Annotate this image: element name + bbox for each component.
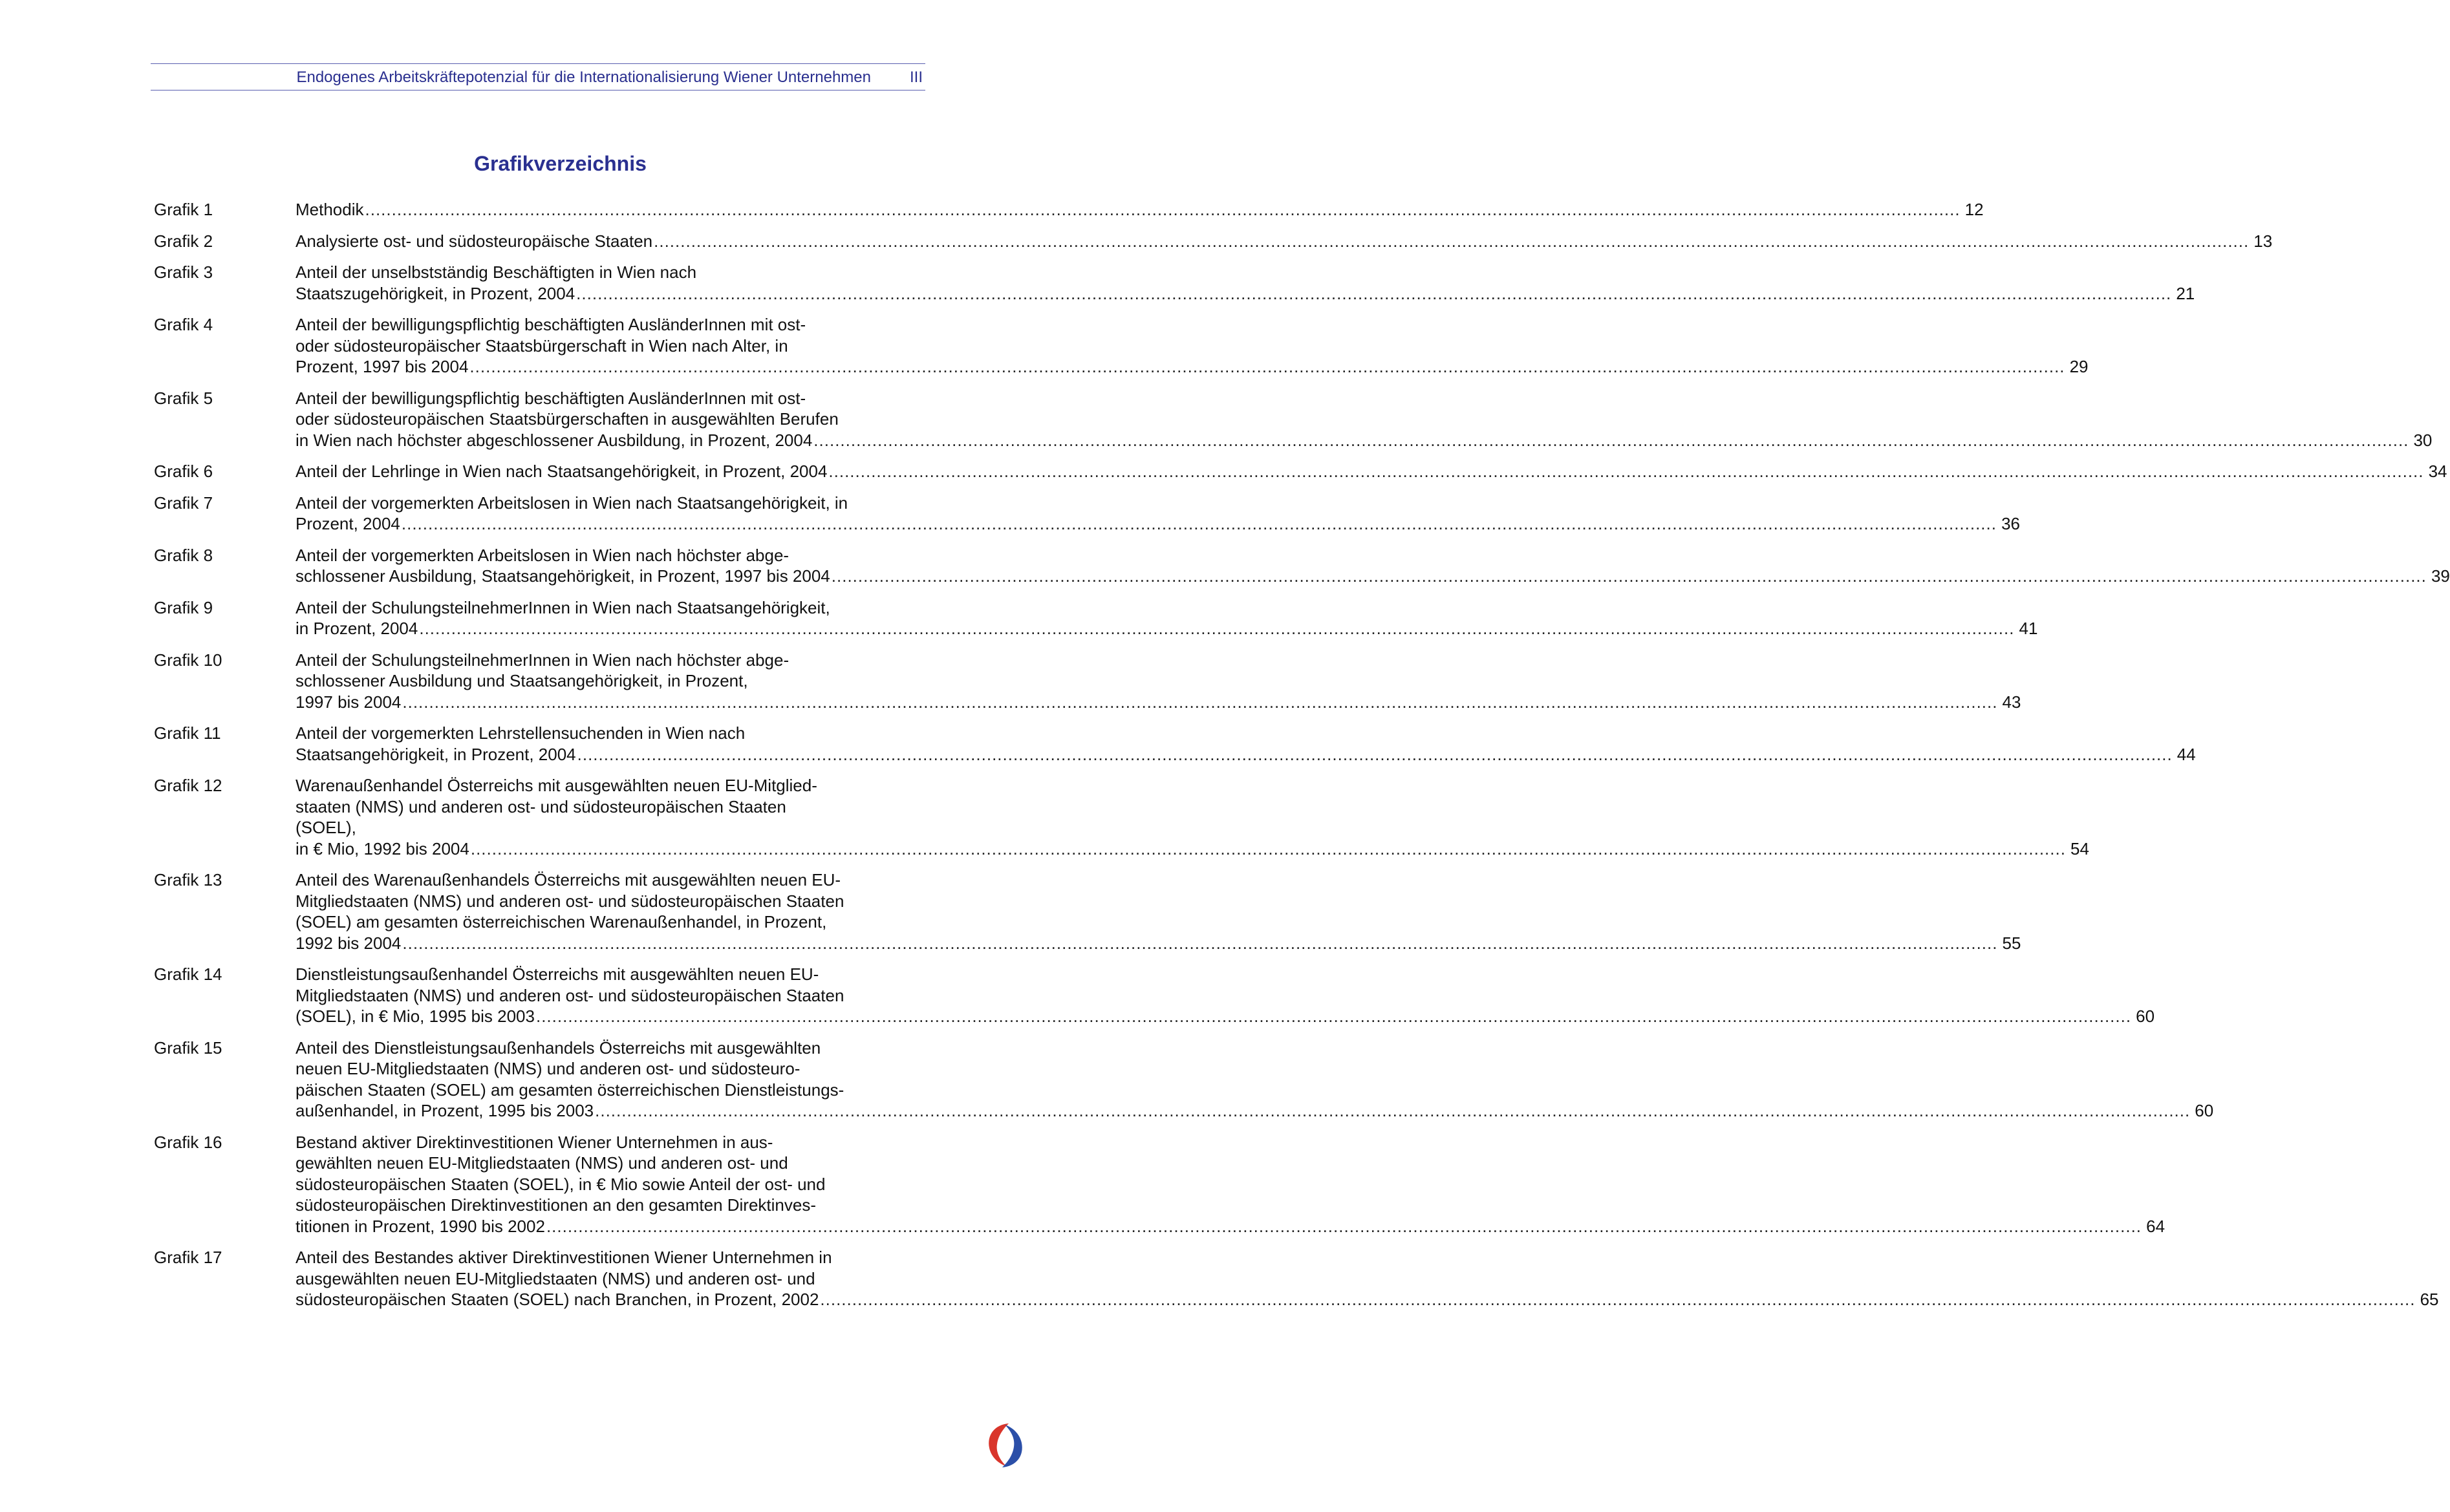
toc-entry-title-line: neuen EU-Mitgliedstaaten (NMS) und anderen ost- und südosteuro- [296,1059,801,1078]
toc-entry-title-line: schlossener Ausbildung und Staatsangehörigkeit, in Prozent, [296,671,748,690]
toc-entry-label: Grafik 13 [154,870,222,889]
toc-entry-title [296,1132,2165,1237]
dot-leader: ............................................................................................................................................................................................................................................................................................................ [546,1216,2142,1236]
dot-leader: ............................................................................................................................................................................................................................................................................................................ [820,1290,2416,1309]
toc-entry-last-line [296,933,2021,954]
toc-entry-title-line: Anteil der vorgemerkten Lehrstellensuchenden in Wien nach [296,723,746,743]
dot-leader: ............................................................................................................................................................................................................................................................................................................ [577,744,2173,764]
toc-entry-label: Grafik 9 [154,597,213,617]
dot-leader: ............................................................................................................................................................................................................................................................................................................ [813,430,2409,450]
header-title: Endogenes Arbeitskräftepotenzial für die Internationalisierung Wiener Unternehmen [296,69,871,86]
toc-entry-title-line: Anteil der bewilligungspflichtig beschäftigten AusländerInnen mit ost- [296,315,806,334]
toc-entry-title [296,388,2433,451]
toc-entry-title [296,231,2273,252]
toc-entry-last-line [296,1289,2439,1310]
toc-entry-page-number[interactable]: 21 [2176,283,2195,303]
toc-entry-last-line [296,1100,2214,1122]
toc-entry-label: Grafik 7 [154,493,213,513]
toc-entry-label: Grafik 10 [154,650,222,670]
toc-entry-page-number[interactable]: 13 [2253,231,2273,251]
toc-entry-title-line: Methodik [296,200,364,219]
toc-entry-title-line: in Prozent, 2004 [296,619,418,638]
toc-entry-title-line: Anteil der SchulungsteilnehmerInnen in Wien nach Staatsangehörigkeit, [296,597,830,617]
dot-leader: ............................................................................................................................................................................................................................................................................................................ [402,933,1998,953]
toc-entry-title-line: oder südosteuropäischer Staatsbürgerschaft in Wien nach Alter, in [296,335,788,356]
dot-leader: ............................................................................................................................................................................................................................................................................................................ [419,619,2015,638]
toc-entry-page-number[interactable]: 41 [2019,619,2038,638]
toc-entry-last-line [296,356,2089,378]
toc-entry-label: Grafik 15 [154,1038,222,1058]
toc-entry-label: Grafik 12 [154,776,222,795]
toc-entry-title-line: Dienstleistungsaußenhandel Österreichs mit ausgewählten neuen EU- [296,964,819,984]
toc-entry-title-line: Anteil der Lehrlinge in Wien nach Staatsangehörigkeit, in Prozent, 2004 [296,462,828,481]
toc-entry-page-number[interactable]: 55 [2002,933,2021,953]
toc-entry[interactable] [154,597,2038,639]
dot-leader: ............................................................................................................................................................................................................................................................................................................ [402,692,1998,712]
toc-entry-label: Grafik 1 [154,200,213,219]
toc-entry[interactable] [154,388,2433,451]
toc-entry-title [296,493,2020,535]
toc-entry-page-number[interactable]: 30 [2413,430,2433,450]
toc-entry-title [296,199,1984,220]
toc-entry[interactable] [154,461,2447,482]
toc-entry-page-number[interactable]: 65 [2420,1290,2439,1309]
toc-entry-title-line: Mitgliedstaaten (NMS) und anderen ost- und südosteuropäischen Staaten [296,891,844,911]
toc-entry[interactable] [154,1247,2439,1310]
toc-entry-title-line: Anteil des Bestandes aktiver Direktinvestitionen Wiener Unternehmen in [296,1248,832,1267]
dot-leader: ............................................................................................................................................................................................................................................................................................................ [401,514,1997,533]
toc-entry-title-line: Anteil der unselbstständig Beschäftigten in Wien nach [296,262,697,282]
toc-entry-last-line [296,1216,2165,1237]
toc-entry-title-line: Mitgliedstaaten (NMS) und anderen ost- und südosteuropäischen Staaten [296,985,844,1005]
toc-entry[interactable] [154,1132,2165,1237]
toc-entry-title-line: Analysierte ost- und südosteuropäische Staaten [296,231,653,251]
dot-leader: ............................................................................................................................................................................................................................................................................................................ [831,566,2427,586]
toc-entry-page-number[interactable]: 12 [1964,200,1984,219]
dot-leader: ............................................................................................................................................................................................................................................................................................................ [576,283,2172,303]
toc-entry-title-line: titionen in Prozent, 1990 bis 2002 [296,1216,545,1236]
toc-entry-label: Grafik 5 [154,388,213,408]
toc-entry-title-line: in € Mio, 1992 bis 2004 [296,838,469,858]
toc-entry-title-line: Prozent, 1997 bis 2004 [296,357,469,376]
toc-entry-last-line [296,283,2195,304]
toc-entry-last-line [296,838,2089,860]
toc-entry-label: Grafik 2 [154,231,213,251]
toc-entry-title-line: Staatszugehörigkeit, in Prozent, 2004 [296,283,575,303]
toc-entry-last-line [296,1006,2155,1027]
toc-entry-title [296,869,2021,953]
toc-entry-label: Grafik 14 [154,964,222,984]
toc-entry[interactable] [154,650,2021,713]
toc-entry[interactable] [154,199,1984,220]
toc-entry-last-line [296,461,2447,482]
toc-entry-label: Grafik 6 [154,462,213,481]
toc-entry-last-line [296,199,1984,220]
dot-leader: ............................................................................................................................................................................................................................................................................................................ [470,838,2066,858]
toc-entry-page-number[interactable]: 39 [2431,566,2450,586]
toc-entry-title-line: Anteil des Dienstleistungsaußenhandels Österreichs mit ausgewählten [296,1038,821,1058]
toc-entry[interactable] [154,231,2273,252]
toc-entry-page-number[interactable]: 43 [2002,692,2021,712]
page-title: Grafikverzeichnis [474,152,647,175]
toc-entry[interactable] [154,493,2020,535]
toc-entry-page-number[interactable]: 36 [2001,514,2020,533]
toc-entry-title [296,775,2089,859]
toc-entry-title-line: Anteil des Warenaußenhandels Österreichs mit ausgewählten neuen EU- [296,870,841,889]
toc-entry-page-number[interactable]: 64 [2146,1216,2165,1236]
toc-entry-label: Grafik 3 [154,262,213,282]
toc-entry-title [296,964,2155,1027]
toc-entry-page-number[interactable]: 34 [2428,462,2447,481]
toc-entry-last-line [296,430,2433,451]
toc-entry-title-line: in Wien nach höchster abgeschlossener Ausbildung, in Prozent, 2004 [296,430,813,450]
toc-entry-last-line [296,692,2021,713]
toc-entry-title-line: südosteuropäischen Direktinvestitionen an den gesamten Direktinves- [296,1195,816,1215]
toc-entry-title-line: 1997 bis 2004 [296,692,402,712]
toc-entry[interactable] [154,314,2089,378]
toc-entry-label: Grafik 11 [154,723,221,743]
toc-entry-title-line: Anteil der vorgemerkten Arbeitslosen in Wien nach Staatsangehörigkeit, in [296,493,848,513]
toc-entry-title [296,723,2196,765]
toc-entry-page-number[interactable]: 60 [2136,1006,2155,1026]
toc-entry-title-line: Bestand aktiver Direktinvestitionen Wiener Unternehmen in aus- [296,1132,773,1152]
toc-entry-last-line [296,744,2196,765]
dot-leader: ............................................................................................................................................................................................................................................................................................................ [595,1101,2191,1120]
toc-entry-last-line [296,231,2273,252]
toc-entry-last-line [296,566,2450,587]
dot-leader: ............................................................................................................................................................................................................................................................................................................ [365,200,1961,219]
toc-entry[interactable] [154,775,2089,859]
toc-entry-title [296,650,2021,713]
organization-logo-icon [983,1420,1028,1471]
dot-leader: ............................................................................................................................................................................................................................................................................................................ [828,462,2424,481]
toc-entry-page-number[interactable]: 29 [2069,357,2089,376]
toc-entry-title-line: Staatsangehörigkeit, in Prozent, 2004 [296,744,576,764]
toc-entry-title-line: schlossener Ausbildung, Staatsangehörigkeit, in Prozent, 1997 bis 2004 [296,566,830,586]
toc-entry-last-line [296,513,2020,535]
toc-entry-title [296,1038,2214,1122]
toc-entry-title-line: Anteil der bewilligungspflichtig beschäftigten AusländerInnen mit ost- [296,388,806,408]
toc-entry-title-line: 1992 bis 2004 [296,933,402,953]
toc-entry-page-number[interactable]: 44 [2176,744,2196,764]
toc-entry[interactable] [154,723,2196,765]
toc-entry-title-line: außenhandel, in Prozent, 1995 bis 2003 [296,1101,594,1120]
toc-entry-last-line [296,618,2038,639]
toc-entry[interactable] [154,545,2450,587]
running-header [151,63,925,91]
toc-entry-title [296,461,2447,482]
toc-entry-title [296,314,2089,378]
toc-entry-title-line: Anteil der vorgemerkten Arbeitslosen in Wien nach höchster abge- [296,545,790,565]
toc-entry-title-line: (SOEL) am gesamten österreichischen Warenaußenhandel, in Prozent, [296,912,827,932]
toc-entry-title-line: südosteuropäischen Staaten (SOEL) nach Branchen, in Prozent, 2002 [296,1290,819,1309]
dot-leader: ............................................................................................................................................................................................................................................................................................................ [535,1006,2132,1026]
toc-entry-page-number[interactable]: 54 [2070,838,2089,858]
toc-entry-label: Grafik 8 [154,545,213,565]
toc-entry[interactable] [154,1038,2214,1122]
toc-entry-page-number[interactable]: 60 [2195,1101,2214,1120]
toc-entry-title-line: (SOEL), in € Mio, 1995 bis 2003 [296,1006,535,1026]
toc-entry-title [296,1247,2439,1310]
toc-entry[interactable] [154,869,2021,953]
figure-list [154,199,2450,1321]
toc-entry-title-line: gewählten neuen EU-Mitgliedstaaten (NMS) und anderen ost- und [296,1153,788,1173]
toc-entry-title-line: Warenaußenhandel Österreichs mit ausgewählten neuen EU-Mitglied- [296,776,817,795]
toc-entry-title-line: staaten (NMS) und anderen ost- und südosteuropäischen Staaten [296,796,786,816]
toc-entry[interactable] [154,964,2155,1027]
header-page-number: III [909,69,923,86]
toc-entry-label: Grafik 16 [154,1132,222,1152]
toc-entry-title-line: ausgewählten neuen EU-Mitgliedstaaten (NMS) und anderen ost- und [296,1268,815,1288]
toc-entry[interactable] [154,262,2195,304]
toc-entry-title [296,597,2038,639]
toc-entry-title-line: päischen Staaten (SOEL) am gesamten österreichischen Dienstleistungs- [296,1080,844,1100]
toc-entry-title-line: oder südosteuropäischen Staatsbürgerschaften in ausgewählten Berufen [296,409,839,429]
toc-entry-title-line: Anteil der SchulungsteilnehmerInnen in Wien nach höchster abge- [296,650,790,670]
toc-entry-title [296,545,2450,587]
dot-leader: ............................................................................................................................................................................................................................................................................................................ [469,357,2065,376]
toc-entry-title-line: (SOEL), [296,818,356,837]
toc-entry-title-line: südosteuropäischen Staaten (SOEL), in € Mio sowie Anteil der ost- und [296,1174,826,1194]
toc-entry-label: Grafik 4 [154,315,213,334]
dot-leader: ............................................................................................................................................................................................................................................................................................................ [654,231,2250,251]
toc-entry-title-line: Prozent, 2004 [296,514,400,533]
toc-entry-title [296,262,2195,304]
toc-entry-label: Grafik 17 [154,1248,222,1267]
